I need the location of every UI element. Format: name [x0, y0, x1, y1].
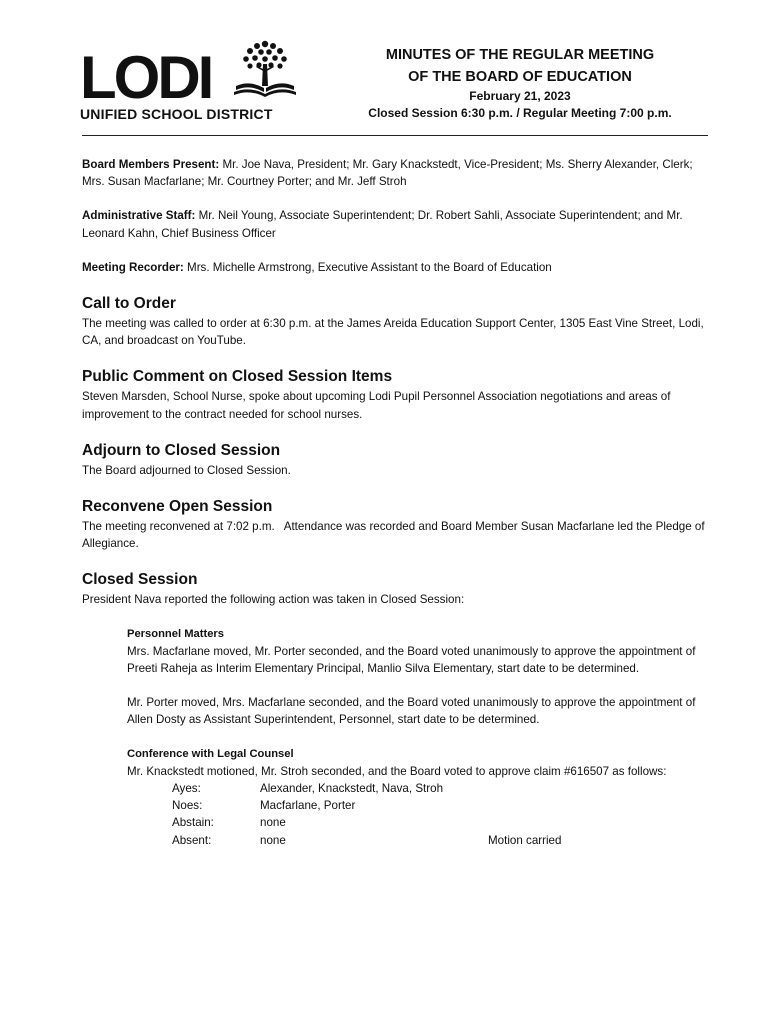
header-title-line1: MINUTES OF THE REGULAR MEETING	[385, 47, 655, 63]
closed-session-text: President Nava reported the following action was taken in Closed Session:	[82, 593, 465, 607]
logo-wordmark: LODI	[80, 44, 212, 111]
header-divider	[82, 135, 708, 136]
board-members-label: Board Members Present:	[82, 158, 220, 171]
vote-value: none	[260, 833, 286, 847]
public-comment-heading: Public Comment on Closed Session Items	[82, 368, 393, 386]
board-members-present	[82, 156, 712, 190]
vote-value: none	[260, 816, 286, 830]
personnel-matters-heading: Personnel Matters	[127, 627, 224, 640]
vote-row	[172, 814, 712, 831]
vote-tally	[172, 780, 712, 849]
legal-counsel-text: Mr. Knackstedt motioned, Mr. Stroh seconded, and the Board voted to approve claim #616507 as follows:	[127, 764, 667, 778]
call-to-order-heading: Call to Order	[82, 295, 176, 313]
motion-result: Motion carried	[488, 833, 562, 847]
vote-value: Macfarlane, Porter	[260, 799, 356, 813]
reconvene-text: The meeting reconvened at 7:02 p.m. Attendance was recorded and Board Member Susan Macfarlane led the Pledge of Allegiance.	[82, 520, 708, 551]
staff-label: Administrative Staff:	[82, 209, 196, 223]
recorder-text: Mrs. Michelle Armstrong, Executive Assistant to the Board of Education	[187, 260, 552, 274]
vote-label: Absent:	[172, 833, 212, 847]
meeting-times: Closed Session 6:30 p.m. / Regular Meeting 7:00 p.m.	[368, 106, 672, 120]
document-header	[340, 44, 700, 122]
personnel-action-2: Mr. Porter moved, Mrs. Macfarlane seconded, and the Board voted unanimously to approve the appointment of Allen Dosty as Assistant Superintendent, Personnel, start date to be determined.	[127, 696, 696, 727]
reconvene-heading: Reconvene Open Session	[82, 498, 273, 516]
meeting-recorder	[82, 259, 712, 276]
closed-session-heading: Closed Session	[82, 571, 198, 589]
legal-counsel-heading: Conference with Legal Counsel	[127, 747, 294, 760]
adjourn-text: The Board adjourned to Closed Session.	[82, 463, 291, 477]
public-comment-text: Steven Marsden, School Nurse, spoke about upcoming Lodi Pupil Personnel Association negotiations and areas of improvement to the contract needed for school nurses.	[82, 390, 671, 421]
staff-text: Mr. Neil Young, Associate Superintendent; Dr. Robert Sahli, Associate Superintendent; and Mr. Leonard Kahn, Chief Business Officer	[82, 209, 683, 240]
board-members-text: Mr. Joe Nava, President; Mr. Gary Knackstedt, Vice-President; Ms. Sherry Alexander, Clerk; Mrs. Susan Macfarlane; Mr. Courtney Porter; and Mr. Jeff Stroh	[82, 158, 693, 189]
vote-value: Alexander, Knackstedt, Nava, Stroh	[260, 782, 444, 796]
personnel-action-1: Mrs. Macfarlane moved, Mr. Porter seconded, and the Board voted unanimously to approve the appointment of Preeti Raheja as Interim Elementary Principal, Manlio Silva Elementary, start date to be determined.	[127, 644, 696, 676]
vote-row	[172, 797, 712, 814]
call-to-order-text: The meeting was called to order at 6:30 p.m. at the James Areida Education Support Center, 1305 East Vine Street, Lodi, CA, and broadcast on YouTube.	[82, 317, 704, 348]
minutes-body	[82, 156, 712, 849]
meeting-date: February 21, 2023	[469, 89, 571, 103]
logo-subtitle: UNIFIED SCHOOL DISTRICT	[80, 106, 273, 122]
administrative-staff	[82, 207, 712, 241]
tree-book-icon	[230, 34, 300, 104]
vote-row	[172, 832, 712, 849]
header-title-line2: OF THE BOARD OF EDUCATION	[408, 69, 632, 85]
recorder-label: Meeting Recorder:	[82, 260, 184, 274]
adjourn-heading: Adjourn to Closed Session	[82, 441, 281, 459]
vote-label: Ayes:	[172, 782, 201, 796]
vote-label: Abstain:	[172, 816, 214, 830]
district-logo	[80, 34, 298, 120]
vote-label: Noes:	[172, 799, 203, 813]
vote-row	[172, 780, 712, 797]
personnel-matters	[127, 626, 712, 780]
